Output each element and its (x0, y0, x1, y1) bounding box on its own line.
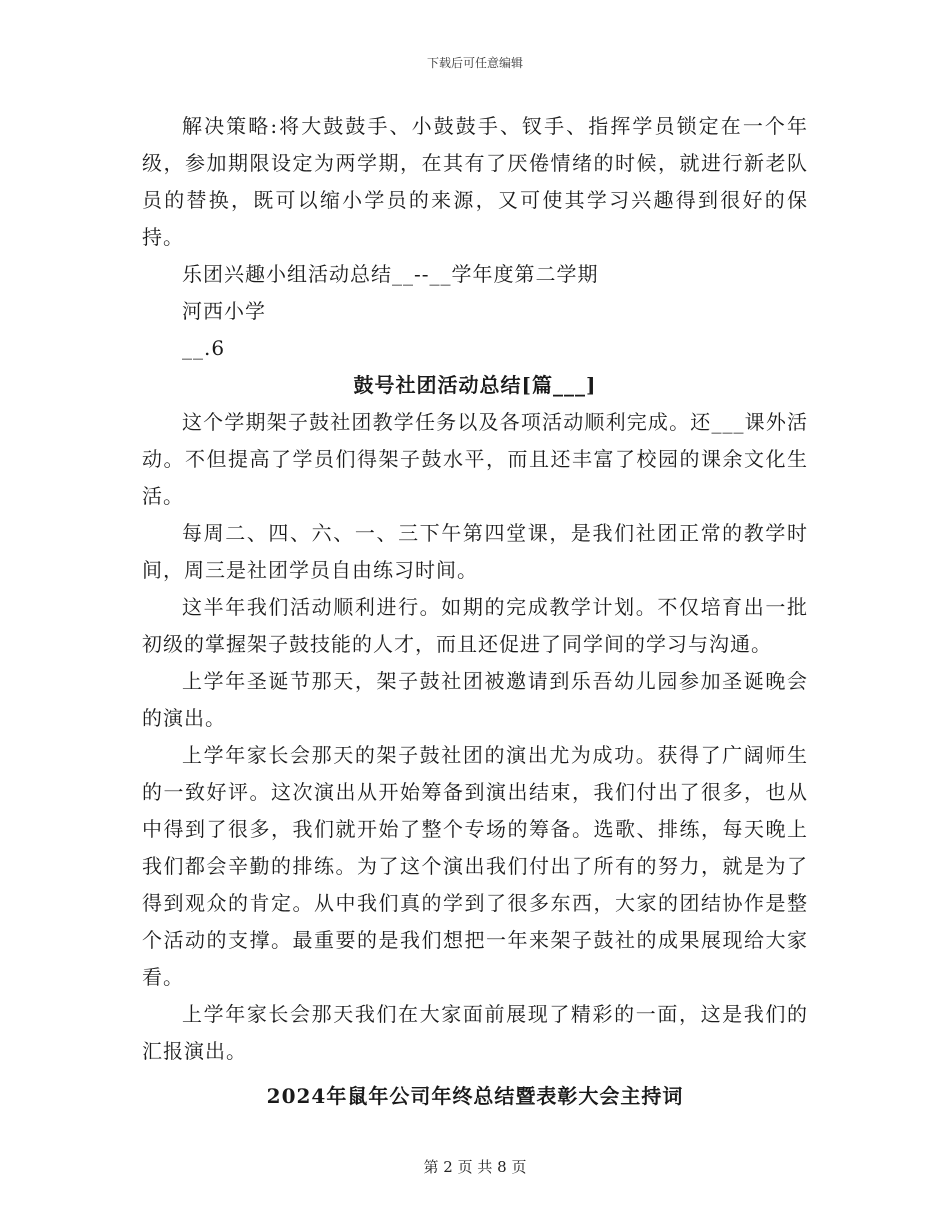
paragraph-christmas: 上学年圣诞节那天，架子鼓社团被邀请到乐吾幼儿园参加圣诞晚会的演出。 (142, 669, 808, 730)
paragraph-band-summary-title: 乐团兴趣小组活动总结__--__学年度第二学期 (182, 262, 599, 286)
paragraph-schedule: 每周二、四、六、一、三下午第四堂课，是我们社团正常的教学时间，周三是社团学员自由练习时间。 (142, 521, 808, 582)
section-title-drum-club: 鼓号社团活动总结[篇___] (353, 373, 597, 397)
page-footer-number: 第 2 页 共 8 页 (423, 1158, 527, 1176)
page-header-note: 下载后可任意编辑 (426, 56, 523, 70)
paragraph-date: __.6 (182, 336, 226, 360)
paragraph-progress: 这半年我们活动顺利进行。如期的完成教学计划。不仅培育出一批初级的掌握架子鼓技能的人才，而且还促进了同学间的学习与沟通。 (142, 595, 808, 656)
paragraph-parents-meeting: 上学年家长会那天的架子鼓社团的演出尤为成功。获得了广阔师生的一致好评。这次演出从开始筹备到演出结束，我们付出了很多，也从中得到了很多，我们就开始了整个专场的筹备。选歌、排练，每天晚上我们都会辛勤的排练。为了这个演出我们付出了所有的努力，就是为了得到观众的肯定。从中我们真的学到了很多东西，大家的团结协作是整个活动的支撑。最重要的是我们想把一年来架子鼓社的成果展现给大家看。 (142, 743, 808, 989)
paragraph-school-name: 河西小学 (182, 299, 266, 323)
paragraph-semester-overview: 这个学期架子鼓社团教学任务以及各项活动顺利完成。还___课外活动。不但提高了学员们得架子鼓水平，而且还丰富了校园的课余文化生活。 (142, 410, 808, 508)
section-title-annual-meeting: 2024年鼠年公司年终总结暨表彰大会主持词 (266, 1084, 684, 1108)
document-body (142, 108, 808, 1115)
paragraph-report-performance: 上学年家长会那天我们在大家面前展现了精彩的一面，这是我们的汇报演出。 (142, 1002, 808, 1063)
paragraph-strategy: 解决策略:将大鼓鼓手、小鼓鼓手、钗手、指挥学员锁定在一个年级，参加期限设定为两学期，在其有了厌倦情绪的时候，就进行新老队员的替换，既可以缩小学员的来源，又可使其学习兴趣得到很好的保持。 (142, 114, 808, 249)
